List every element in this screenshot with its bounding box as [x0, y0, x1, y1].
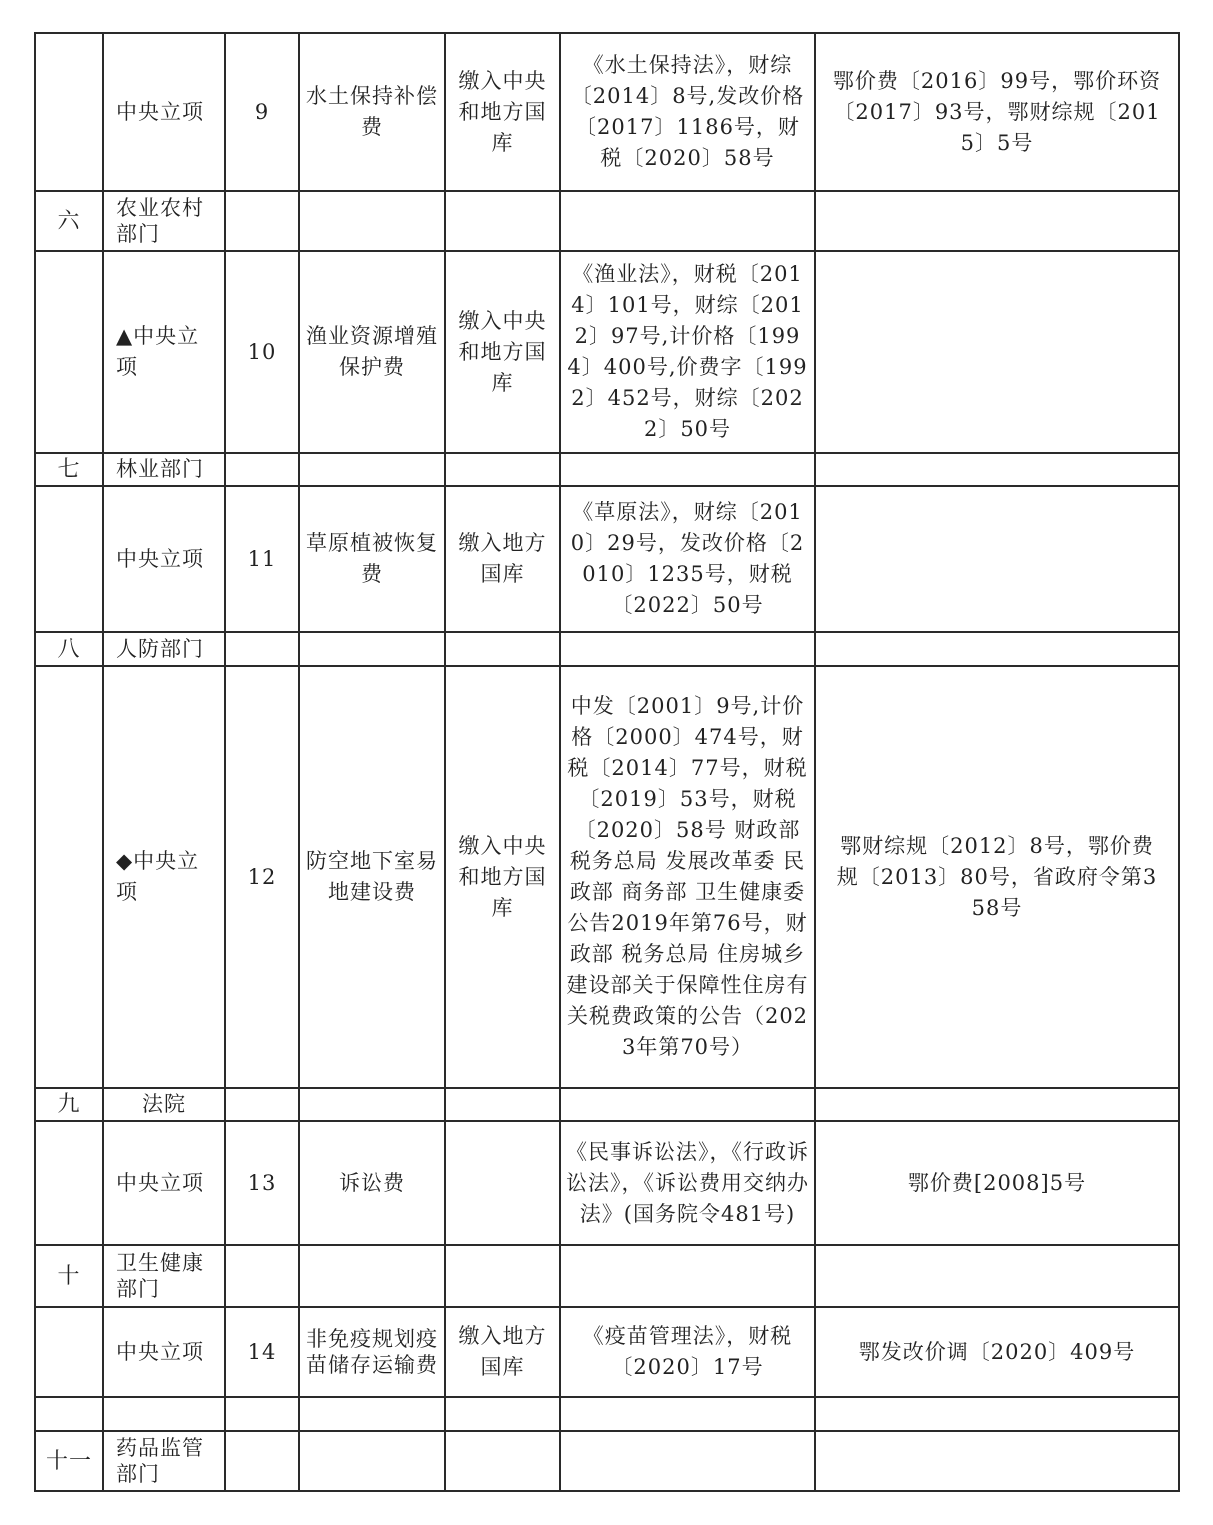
item-number: 13	[225, 1121, 299, 1245]
provincial-basis-cell	[815, 251, 1179, 453]
destination-cell: 缴入地方国库	[445, 1307, 560, 1397]
category-cell: 中央立项	[103, 1307, 225, 1397]
item-number: 9	[225, 33, 299, 191]
destination-cell: 缴入中央和地方国库	[445, 251, 560, 453]
destination-cell: 缴入中央和地方国库	[445, 666, 560, 1088]
provincial-basis-cell	[815, 453, 1179, 486]
item-number: 14	[225, 1307, 299, 1397]
legal-basis-cell: 《民事诉讼法》，《行政诉讼法》，《诉讼费用交纳办法》(国务院令481号)	[560, 1121, 815, 1245]
destination-cell	[445, 632, 560, 666]
category-cell: 药品监管部门	[103, 1431, 225, 1491]
table-row	[35, 486, 1179, 632]
destination-cell	[445, 1245, 560, 1307]
row-index	[35, 251, 103, 453]
table-row	[35, 666, 1179, 1088]
row-index: 十一	[35, 1431, 103, 1491]
destination-cell	[445, 1397, 560, 1431]
table-row	[35, 251, 1179, 453]
item-number	[225, 1431, 299, 1491]
fee-name-cell	[299, 191, 445, 251]
destination-cell: 缴入中央和地方国库	[445, 33, 560, 191]
destination-cell	[445, 1121, 560, 1245]
item-number	[225, 191, 299, 251]
category-cell	[103, 1397, 225, 1431]
destination-cell	[445, 191, 560, 251]
fee-name-cell	[299, 632, 445, 666]
category-cell: ◆中央立项	[103, 666, 225, 1088]
category-cell: 中央立项	[103, 33, 225, 191]
table-row	[35, 191, 1179, 251]
destination-cell	[445, 1088, 560, 1121]
category-cell: 中央立项	[103, 486, 225, 632]
fee-name-cell: 草原植被恢复费	[299, 486, 445, 632]
table-row	[35, 1397, 1179, 1431]
fee-name-cell: 诉讼费	[299, 1121, 445, 1245]
destination-cell	[445, 453, 560, 486]
destination-cell: 缴入地方国库	[445, 486, 560, 632]
category-cell: 卫生健康部门	[103, 1245, 225, 1307]
legal-basis-cell: 《水土保持法》，财综〔2014〕8号,发改价格〔2017〕1186号，财税〔2020〕58号	[560, 33, 815, 191]
provincial-basis-cell: 鄂发改价调〔2020〕409号	[815, 1307, 1179, 1397]
row-index: 七	[35, 453, 103, 486]
legal-basis-cell	[560, 453, 815, 486]
legal-basis-cell	[560, 1431, 815, 1491]
item-number	[225, 453, 299, 486]
legal-basis-cell: 《渔业法》，财税〔2014〕101号，财综〔2012〕97号,计价格〔1994〕400号,价费字〔1992〕452号，财综〔2022〕50号	[560, 251, 815, 453]
row-index: 八	[35, 632, 103, 666]
row-index: 十	[35, 1245, 103, 1307]
fee-name-cell	[299, 1431, 445, 1491]
fee-name-cell	[299, 1397, 445, 1431]
table-row	[35, 1307, 1179, 1397]
legal-basis-cell: 中发〔2001〕9号,计价格〔2000〕474号，财税〔2014〕77号，财税〔2019〕53号，财税〔2020〕58号 财政部 税务总局 发展改革委 民政部 商务部 卫生健康委公告2019年第76号，财政部 税务总局 住房城乡建设部关于保障性住房有关税费政策的公告（2023年第70号）	[560, 666, 815, 1088]
legal-basis-cell	[560, 191, 815, 251]
provincial-basis-cell	[815, 632, 1179, 666]
destination-cell	[445, 1431, 560, 1491]
row-index	[35, 33, 103, 191]
table-row	[35, 632, 1179, 666]
row-index	[35, 1397, 103, 1431]
item-number	[225, 1245, 299, 1307]
provincial-basis-cell	[815, 191, 1179, 251]
fee-name-cell	[299, 1245, 445, 1307]
item-number: 12	[225, 666, 299, 1088]
row-index: 六	[35, 191, 103, 251]
provincial-basis-cell: 鄂价费[2008]5号	[815, 1121, 1179, 1245]
table-row	[35, 1088, 1179, 1121]
fee-name-cell	[299, 453, 445, 486]
provincial-basis-cell	[815, 1245, 1179, 1307]
table-row	[35, 1121, 1179, 1245]
fee-name-cell: 水土保持补偿费	[299, 33, 445, 191]
provincial-basis-cell	[815, 1397, 1179, 1431]
category-cell: 中央立项	[103, 1121, 225, 1245]
legal-basis-cell	[560, 1088, 815, 1121]
category-cell: 林业部门	[103, 453, 225, 486]
legal-basis-cell: 《草原法》，财综〔2010〕29号，发改价格〔2010〕1235号，财税〔2022〕50号	[560, 486, 815, 632]
fee-name-cell: 渔业资源增殖保护费	[299, 251, 445, 453]
legal-basis-cell	[560, 632, 815, 666]
provincial-basis-cell: 鄂财综规〔2012〕8号，鄂价费规〔2013〕80号，省政府令第358号	[815, 666, 1179, 1088]
fee-name-cell	[299, 1088, 445, 1121]
item-number: 10	[225, 251, 299, 453]
legal-basis-cell	[560, 1245, 815, 1307]
category-cell: ▲中央立项	[103, 251, 225, 453]
provincial-basis-cell: 鄂价费〔2016〕99号，鄂价环资〔2017〕93号，鄂财综规〔2015〕5号	[815, 33, 1179, 191]
provincial-basis-cell	[815, 486, 1179, 632]
table-row	[35, 1431, 1179, 1491]
table-row	[35, 1245, 1179, 1307]
fee-name-cell: 防空地下室易地建设费	[299, 666, 445, 1088]
category-cell: 法院	[103, 1088, 225, 1121]
fee-table	[34, 32, 1180, 1492]
category-cell: 人防部门	[103, 632, 225, 666]
category-cell: 农业农村部门	[103, 191, 225, 251]
provincial-basis-cell	[815, 1088, 1179, 1121]
row-index	[35, 1307, 103, 1397]
item-number	[225, 1397, 299, 1431]
provincial-basis-cell	[815, 1431, 1179, 1491]
table-row	[35, 33, 1179, 191]
row-index	[35, 666, 103, 1088]
legal-basis-cell: 《疫苗管理法》，财税〔2020〕17号	[560, 1307, 815, 1397]
item-number	[225, 632, 299, 666]
legal-basis-cell	[560, 1397, 815, 1431]
item-number	[225, 1088, 299, 1121]
row-index	[35, 1121, 103, 1245]
item-number: 11	[225, 486, 299, 632]
row-index: 九	[35, 1088, 103, 1121]
table-row	[35, 453, 1179, 486]
fee-name-cell: 非免疫规划疫苗储存运输费	[299, 1307, 445, 1397]
row-index	[35, 486, 103, 632]
